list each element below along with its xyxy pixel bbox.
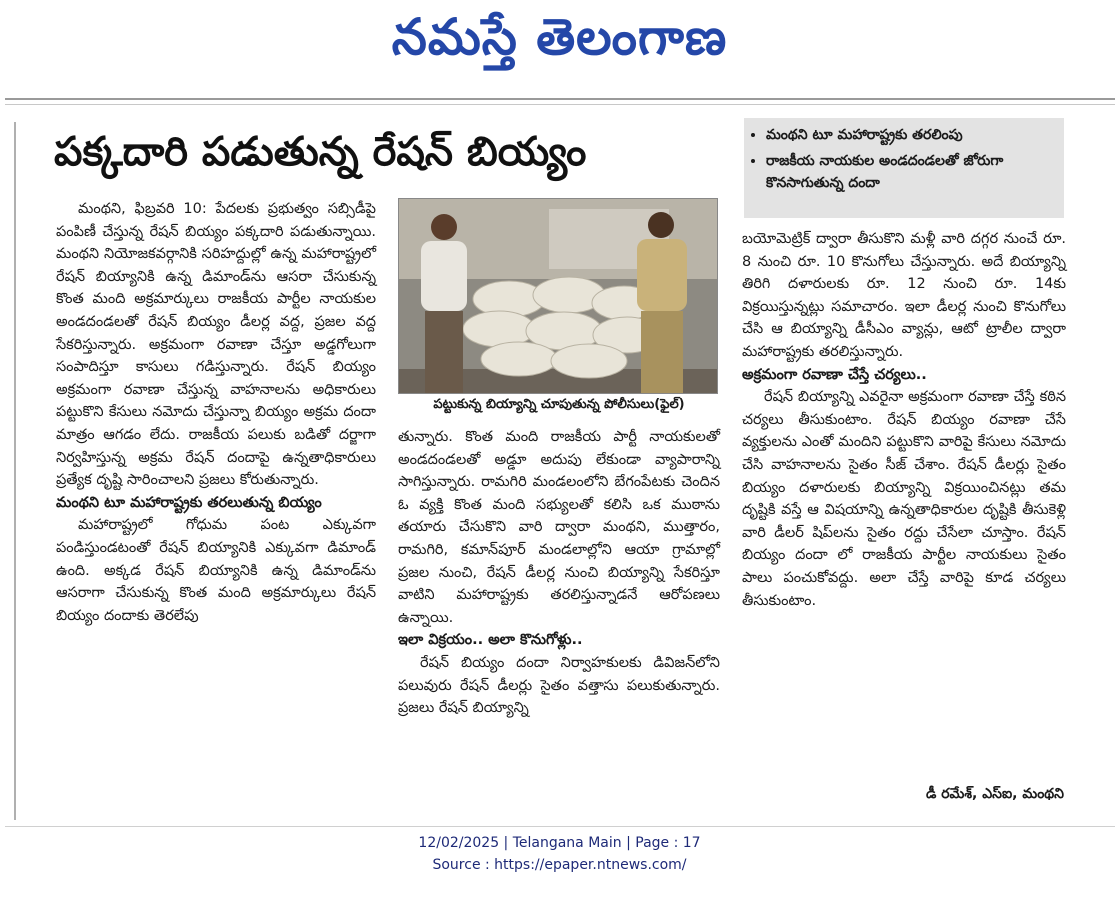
source-link[interactable]: Source : https://epaper.ntnews.com/ xyxy=(432,857,687,873)
paragraph: రేషన్ బియ్యాన్ని ఎవరైనా అక్రమంగా రవాణా చేస్తే కఠిన చర్యలు తీసుకుంటాం. రేషన్ బియ్యం రవాణా చేసే వ్యక్తులను ఎంతో మందిని పట్టుకొని వారిపై కేసులు నమోదు చేసి వాహనాలను సైతం సీజ్ చేశాం. రేషన్ డీలర్లు సైతం బియ్యం దళారులకు బియ్యాన్ని విక్రయించినట్లు తమ దృష్టికి వస్తే ఆ విషయాన్ని ఉన్నతాధికారుల దృష్టికి తీసుకెళ్లి వారి డీలర్ షిప్‌లను సైతం రద్దు చేసేలా చూస్తాం. రేషన్ బియ్యం దందా లో రాజకీయ పార్టీల నాయకులు సైతం పాలు పంచుకోవద్దు. అలా చేస్తే వారిపై కూడ చర్యలు తీసుకుంటాం. xyxy=(742,389,1066,609)
highlight-item: • రాజకీయ నాయకుల అండదండలతో జోరుగా కొనసాగుతున్న దందా xyxy=(766,150,1056,194)
paragraph: తున్నారు. కొంత మంది రాజకీయ పార్టీ నాయకులతో అండదండలతో అడ్డూ అదుపు లేకుండా వ్యాపారాన్ని సాగిస్తున్నారు. రామగిరి మండలంలోని బేగంపేటకు చెందిన ఓ వ్యక్తి కొంత మంది సభ్యులతో కలిసి ఒక ముఠాను తయారు చేసుకొని వారి ద్వారా మంథని, ముత్తారం, రామగిరి, కమాన్‌పూర్ మండలాల్లోని ఆయా గ్రామాల్లో ప్రజల నుంచి, రేషన్ డీలర్ల నుంచి బియ్యాన్ని సేకరిస్తూ వాటిని మహారాష్ట్రకు తరలిస్తున్నాడనే ఆరోపణలు ఉన్నాయి. xyxy=(398,429,720,626)
page-footer xyxy=(0,832,1119,876)
paragraph: మహారాష్ట్రలో గోధుమ పంట ఎక్కువగా పండిస్తుండటంతో రేషన్ బియ్యానికి ఎక్కువగా డిమాండ్ ఉంది. అక్కడ రేషన్ బియ్యానికి ఉన్న డిమాండ్‌ను ఆసరాగా చేసుకున్న కొంత మంది అక్రమార్కులు రేషన్ బియ్యం దందాకు తెరలేపు xyxy=(56,517,376,624)
article-column-3 xyxy=(742,228,1066,612)
paragraph: రేషన్ బియ్యం దందా నిర్వాహకులకు డివిజన్‌లోని పలువురు రేషన్ డీలర్లు సైతం వత్తాసు పలుకుతున్నారు. ప్రజలు రేషన్ బియ్యాన్ని xyxy=(398,654,720,717)
subheading: మంథని టూ మహారాష్ట్రకు తరలుతున్న బియ్యం xyxy=(56,494,322,511)
highlight-item: • మంథని టూ మహారాష్ట్రకు తరలింపు xyxy=(766,124,1056,146)
paragraph: మంథని, ఫిబ్రవరి 10: పేదలకు ప్రభుత్వం సబ్సిడీపై పంపిణీ చేస్తున్న రేషన్ బియ్యం పక్కదారి పడుతున్నాయి. మంథని నియోజకవర్గానికి సరిహద్దుల్లో ఉన్న మహారాష్ట్రలో రేషన్ బియ్యానికి ఉన్న డిమాండ్‌ను ఆసరా చేసుకున్న కొంత మంది అక్రమార్కులు రాజకీయ పార్టీల నాయకుల అండదండలతో రేషన్ బియ్యం డీలర్ల వద్ద, ప్రజల వద్ద సేకరిస్తున్నారు. అక్రమంగా రవాణా చేస్తూ అడ్డగోలుగా సంపాదిస్తూ కాసులు గడిస్తున్నారు. రేషన్ బియ్యం అక్రమంగా రవాణా చేస్తున్న వాహనాలను అధికారులు పట్టుకొని కేసులు నమోదు చేస్తున్నా బియ్యం అక్రమ దందా మాత్రం ఆగడం లేదు. రాజకీయ పలుకు బడితో దర్జాగా నిర్వహిస్తున్న అక్రమ రేషన్ దందాపై ఉన్నతాధికారులు ప్రత్యేక దృష్టి సారించాలని ప్రజలు కోరుతున్నారు. xyxy=(56,201,376,489)
article-column-1 xyxy=(56,198,376,627)
masthead xyxy=(0,0,1119,92)
subheading: ఇలా విక్రయం.. అలా కొనుగోళ్లు.. xyxy=(398,632,583,649)
masthead-rule xyxy=(5,98,1115,100)
footer-rule xyxy=(5,826,1115,827)
newspaper-logo: నమస్తే తెలంగాణ xyxy=(391,8,728,66)
photo-police-rice-bags xyxy=(399,199,718,394)
byline: డీ రమేశ్, ఎస్ఐ, మంథని xyxy=(925,786,1064,802)
masthead-rule-thin xyxy=(5,104,1115,105)
photo-caption: పట్టుకున్న బియ్యాన్ని చూపుతున్న పోలీసులు(ఫైల్) xyxy=(433,397,685,412)
column-rule-left xyxy=(14,122,16,820)
edition-info: 12/02/2025 | Telangana Main | Page : 17 xyxy=(418,835,701,851)
paragraph: బయోమెట్రిక్ ద్వారా తీసుకొని మళ్లీ వారి దగ్గర నుంచే రూ. 8 నుంచి రూ. 10 కొనుగోలు చేస్తున్నారు. అదే బియ్యాన్ని తిరిగి దళారులకు రూ. 12 నుంచి రూ. 14కు విక్రయిస్తున్నట్లు సమాచారం. ఇలా డీలర్ల నుంచి కొనుగోలు చేసి ఆ బియ్యాన్ని డీసీఎం వ్యాన్లు, ఆటో ట్రాలీల ద్వారా మహారాష్ట్రకు తరలిస్తున్నారు. xyxy=(742,231,1066,360)
article-headline: పక్కదారి పడుతున్న రేషన్ బియ్యం xyxy=(54,129,587,175)
highlights-box xyxy=(744,118,1064,218)
article-column-2 xyxy=(398,426,720,720)
article-photo xyxy=(398,198,718,394)
subheading: అక్రమంగా రవాణా చేస్తే చర్యలు.. xyxy=(742,366,927,383)
